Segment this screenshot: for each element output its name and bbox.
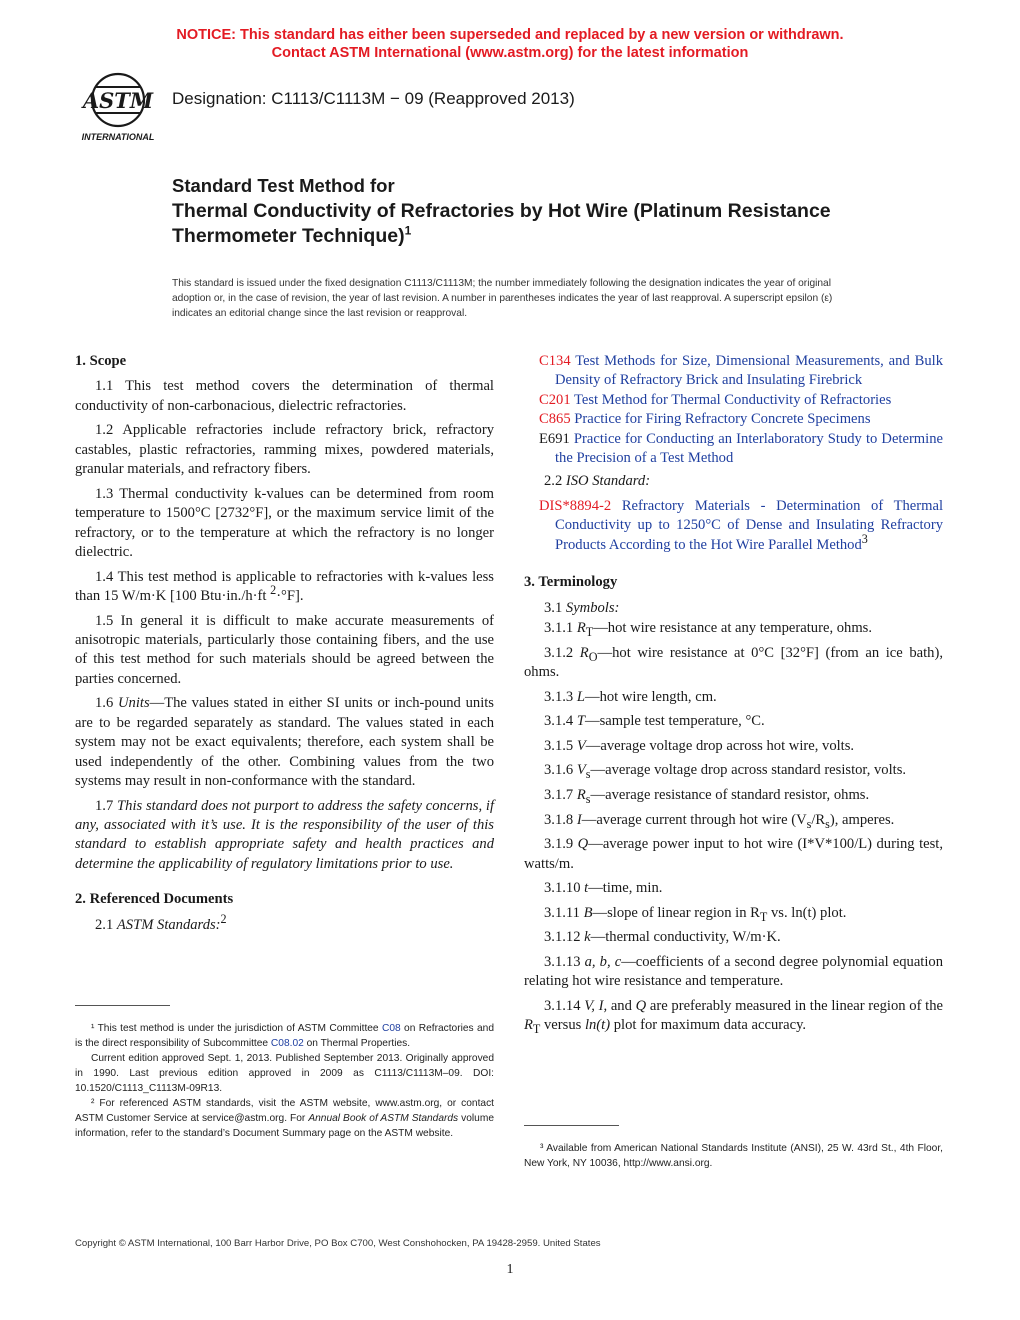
para-3-1-14-em3: R <box>524 1017 533 1034</box>
footnote-2-a: ² For referenced ASTM standards, visit the ASTM website, www.astm.org, or contact ASTM Customer Service at service@astm.org. For <box>75 1098 494 1124</box>
symbol-name: k <box>584 929 591 946</box>
reference-item[interactable] <box>524 430 943 469</box>
symbol-number: 3.1.9 <box>544 836 578 853</box>
symbol-name: R <box>579 644 589 661</box>
symbol-definition <box>524 835 943 874</box>
symbol-name: Q <box>577 836 589 853</box>
para-3-1-14-b: are preferably measured in the linear region of the <box>646 998 943 1014</box>
symbol-text: —sample test temperature, °C. <box>584 713 765 730</box>
logo-text: ASTM <box>82 88 154 113</box>
reference-title[interactable]: Practice for Conducting an Interlaboratory Study to Determine the Precision of a Test Method <box>555 430 943 467</box>
symbol-number: 3.1.6 <box>544 762 577 779</box>
reference-title[interactable]: Test Methods for Size, Dimensional Measurements, and Bulk Density of Refractory Brick and Insulating Firebrick <box>555 353 943 389</box>
symbol-definition <box>524 904 943 923</box>
para-3-1-14-em4: ln(t) <box>584 1017 611 1034</box>
left-column <box>75 352 494 940</box>
reference-code[interactable]: C201 <box>539 391 571 408</box>
symbol-name: R <box>576 620 586 637</box>
title-footnote-mark: 1 <box>404 223 412 238</box>
para-1-7-num: 1.7 <box>95 797 118 814</box>
symbol-name: t <box>584 880 589 897</box>
symbol-definition <box>524 786 943 805</box>
symbol-number: 3.1.2 <box>544 644 580 661</box>
withdrawal-notice <box>0 26 1020 62</box>
symbol-number: 3.1.3 <box>544 688 577 705</box>
symbol-definition <box>524 712 943 731</box>
footnote-1-b: on Refractories and is the direct responsibility of Subcommittee <box>75 1023 494 1049</box>
symbol-text: —time, min. <box>588 880 663 897</box>
para-3-1-em: Symbols: <box>565 599 620 616</box>
symbol-name: T <box>576 713 585 730</box>
section-2-heading: 2. Referenced Documents <box>75 891 234 908</box>
symbol-definition <box>524 619 943 638</box>
footnote-rule-right <box>524 1125 619 1126</box>
link-c08-02[interactable]: C08.02 <box>270 1038 304 1049</box>
symbol-name: I <box>576 811 582 828</box>
symbol-number: 3.1.11 <box>544 904 584 921</box>
section-3-heading: 3. Terminology <box>524 574 618 591</box>
symbol-definition <box>524 811 943 830</box>
footnote-3: ³ Available from American National Standards Institute (ANSI), 25 W. 43rd St., 4th Floor, New York, NY 10036, http://www.ansi.org. <box>524 1143 943 1169</box>
para-2-2-num: 2.2 <box>544 473 566 490</box>
right-column <box>524 352 943 1041</box>
para-3-1-14-d: plot for maximum data accuracy. <box>610 1017 807 1034</box>
para-1-6 <box>75 694 494 791</box>
symbol-name: a, b, c <box>584 954 622 970</box>
footnote-2-b: volume information, refer to the standard’s Document Summary page on the ASTM website. <box>75 1113 495 1139</box>
para-1-6-em: Units <box>118 695 150 712</box>
para-2-1-num: 2.1 <box>95 916 117 933</box>
reference-code[interactable]: E691 <box>539 430 570 447</box>
symbol-definition <box>524 688 943 707</box>
symbol-name: L <box>576 688 585 705</box>
issuance-statement: This standard is issued under the fixed designation C1113/C1113M; the number immediately following the designation indicates the year of original adoption or, in the case of revision, the year of last revision. A number in parentheses indicates the year of last reapproval. A superscript epsilon (ε) indicates an editorial change since the last revision or reapproval. <box>172 278 833 319</box>
para-3-1-14-em: V, I, <box>584 998 608 1014</box>
symbol-text-3: ), amperes. <box>829 811 895 828</box>
para-1-7-text: This standard does not purport to address the safety concerns, if any, associated with it’s use. It is the responsibility of the user of this standard to establish appropriate safety and health practices and determine the applicability of regulatory limitations prior to use. <box>75 797 495 872</box>
symbol-text: —slope of linear region in R <box>592 904 760 921</box>
reference-list <box>524 352 943 468</box>
symbol-subscript-3: s <box>825 816 830 831</box>
symbol-definition <box>524 928 943 947</box>
symbol-subscript-2: T <box>759 909 768 924</box>
symbol-number: 3.1.4 <box>544 713 577 730</box>
para-2-1-sup: 2 <box>220 911 227 926</box>
para-1-1: 1.1 This test method covers the determination of thermal conductivity of non-carbonacious, dielectric refractories. <box>75 378 494 414</box>
symbol-subscript-2: s <box>806 816 812 831</box>
symbol-list <box>524 619 943 992</box>
reference-item[interactable] <box>524 352 943 391</box>
symbol-text-2: vs. ln(t) plot. <box>767 904 847 921</box>
reference-iso-code[interactable]: DIS*8894-2 <box>539 498 612 515</box>
para-3-1-num: 3.1 <box>544 599 566 616</box>
para-2-2 <box>524 472 943 491</box>
symbol-number: 3.1.7 <box>544 787 577 804</box>
para-1-4-b: ·°F]. <box>276 588 304 605</box>
symbol-text: —hot wire resistance at 0°C [32°F] (from an ice bath), ohms. <box>524 644 943 681</box>
symbol-definition <box>524 737 943 756</box>
symbol-subscript: s <box>585 767 591 782</box>
reference-code[interactable]: C865 <box>539 411 571 428</box>
para-1-4-sup: 2 <box>270 583 277 598</box>
symbol-text: —coefficients of a second degree polynomial equation relating hot wire resistance and temperature. <box>524 954 943 990</box>
footnote-rule-left <box>75 1005 170 1006</box>
symbol-definition <box>524 953 943 992</box>
para-3-1-14-c: versus <box>540 1017 585 1034</box>
symbol-definition <box>524 644 943 683</box>
symbol-definition <box>524 879 943 898</box>
reference-iso-text[interactable]: Refractory Materials - Determination of Thermal Conductivity up to 1250°C of Dense and Insulating Refractory Products According to the Hot Wire Parallel Method <box>555 498 943 553</box>
symbol-number: 3.1.10 <box>544 880 585 897</box>
symbol-number: 3.1.5 <box>544 737 577 754</box>
notice-line-1: NOTICE: This standard has either been superseded and replaced by a new version or withdrawn. <box>176 27 844 43</box>
symbol-subscript: s <box>585 791 591 806</box>
para-3-1-14 <box>524 997 943 1036</box>
para-3-1-14-sub: T <box>532 1022 541 1037</box>
symbol-subscript: O <box>588 649 598 664</box>
para-3-1-14-num: 3.1.14 <box>544 998 585 1014</box>
symbol-text: —thermal conductivity, W/m·K. <box>590 929 781 946</box>
title-line-1: Standard Test Method for <box>172 175 395 196</box>
symbol-name: V <box>576 762 586 779</box>
para-2-1-em: ASTM Standards: <box>116 916 221 933</box>
link-c08[interactable]: C08 <box>381 1023 401 1034</box>
symbol-text: —average voltage drop across standard resistor, volts. <box>590 762 907 779</box>
para-1-3: 1.3 Thermal conductivity k-values can be determined from room temperature to 1500°C [2732°F], or the maximum service limit of the refractory, or to the temperature at which the refractory is no longer dielectric. <box>75 485 494 561</box>
footnote-1 <box>75 1021 494 1051</box>
footnote-1-a: ¹ This test method is under the jurisdiction of ASTM Committee <box>91 1023 382 1034</box>
footnote-2-em: Annual Book of ASTM Standards <box>308 1113 459 1124</box>
symbol-number: 3.1.13 <box>544 954 585 970</box>
para-3-1-14-em2: Q <box>635 998 647 1014</box>
reference-iso[interactable] <box>524 497 943 555</box>
reference-item[interactable] <box>524 391 943 410</box>
symbol-text: —hot wire length, cm. <box>584 688 717 705</box>
footnote-1-edition: Current edition approved Sept. 1, 2013. Published September 2013. Originally approved in 1990. Last previous edition approved in 2009 as C1113/C1113M–09. DOI: 10.1520/C1113_C1113M-09R13. <box>75 1053 494 1094</box>
para-1-2: 1.2 Applicable refractories include refractory brick, refractory castables, plastic refractories, ramming mixes, powdered materials, granular materials, and refractory fibers. <box>75 422 494 478</box>
symbol-name: B <box>583 904 593 921</box>
footnotes-left <box>75 1021 494 1141</box>
symbol-text: —average power input to hot wire (I*V*100/L) during test, watts/m. <box>524 836 943 872</box>
footnotes-right <box>524 1141 943 1171</box>
reference-item[interactable] <box>524 410 943 429</box>
page-number: 1 <box>506 1262 514 1277</box>
reference-title[interactable]: Practice for Firing Refractory Concrete Specimens <box>570 411 871 428</box>
symbol-number: 3.1.12 <box>544 929 585 946</box>
para-1-7 <box>75 797 494 875</box>
astm-logo-icon <box>74 70 164 144</box>
footnote-1-c: on Thermal Properties. <box>303 1038 411 1049</box>
astm-logo <box>74 70 164 144</box>
symbol-text: —average resistance of standard resistor, ohms. <box>590 787 870 804</box>
para-1-4 <box>75 568 494 607</box>
symbol-number: 3.1.8 <box>544 811 577 828</box>
symbol-text: —hot wire resistance at any temperature, ohms. <box>593 620 873 637</box>
symbol-name: R <box>576 787 586 804</box>
title-text: Thermal Conductivity of Refractories by Hot Wire (Platinum Resistance Thermometer Technique) <box>172 200 831 247</box>
para-1-4-a: 1.4 This test method is applicable to refractories with k-values less than 15 W/m·K [100 Btu·in./h·ft <box>75 568 494 605</box>
para-3-1 <box>524 599 943 618</box>
symbol-text: —average voltage drop across hot wire, volts. <box>585 737 855 754</box>
section-1-heading: 1. Scope <box>75 353 127 369</box>
symbol-text-2: /R <box>811 811 826 828</box>
symbol-name: V <box>576 737 586 754</box>
reference-iso-sup: 3 <box>861 531 868 546</box>
reference-code[interactable]: C134 <box>539 353 571 369</box>
para-2-2-em: ISO Standard: <box>565 473 651 490</box>
symbol-subscript: T <box>585 624 594 639</box>
para-1-6-text: —The values stated in either SI units or inch-pound units are to be regarded separately as standard. The values stated in each system may not be exact equivalents; therefore, each system shall be used independently of the other. Combining values from the two systems may result in non-conformance with the standard. <box>75 695 494 790</box>
symbol-number: 3.1.1 <box>544 620 577 637</box>
para-1-6-num: 1.6 <box>95 695 118 712</box>
footnote-2 <box>75 1096 494 1141</box>
symbol-text: —average current through hot wire (V <box>581 811 807 828</box>
reference-title[interactable]: Test Method for Thermal Conductivity of Refractories <box>570 391 892 408</box>
para-2-1 <box>75 911 494 935</box>
para-1-5: 1.5 In general it is difficult to make accurate measurements of anisotropic materials, particularly those containing fibers, and the use of this test method for such materials should be agreed between the parties concerned. <box>75 612 494 687</box>
para-3-1-14-a: and <box>607 998 636 1014</box>
designation: Designation: C1113/C1113M − 09 (Reapproved 2013) <box>172 89 575 108</box>
notice-line-2: Contact ASTM International (www.astm.org) for the latest information <box>271 45 749 61</box>
symbol-definition <box>524 761 943 780</box>
logo-subtext: INTERNATIONAL <box>81 132 155 142</box>
title-line-2 <box>172 199 892 249</box>
copyright: Copyright © ASTM International, 100 Barr Harbor Drive, PO Box C700, West Conshohocken, PA 19428-2959. United States <box>75 1238 601 1249</box>
